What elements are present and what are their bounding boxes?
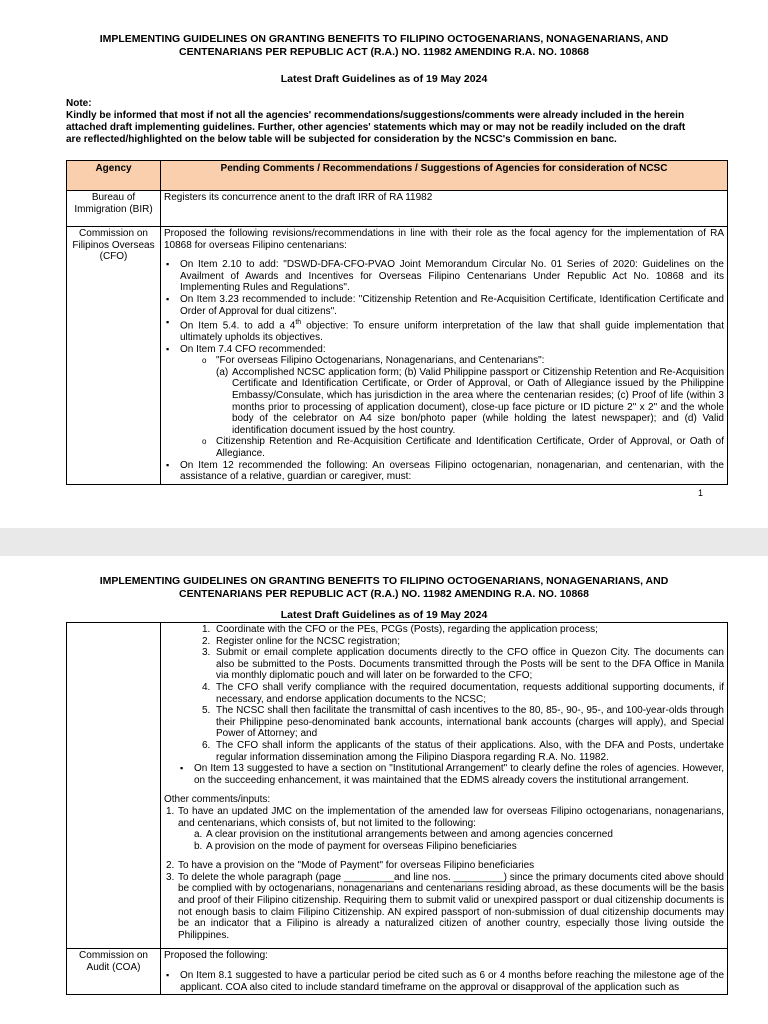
comment-cell [161, 949, 728, 995]
comment-cell [161, 227, 728, 485]
comment-cell [161, 623, 728, 949]
step-text: Submit or email complete application documents directly to the CFO office in Quezon City. The documents can also be submitted to the Posts. Documents transmitted through the Posts will be sent to the DFA Office in Manila via monthly diplomatic pouch and will later on be forwarded to the CFO; [216, 647, 724, 682]
step-text: The CFO shall verify compliance with the required documentation, requests additional supporting documents, if necessary, and endorse application documents to the NCSC; [216, 681, 724, 705]
list-item [180, 317, 724, 344]
document-subtitle: Latest Draft Guidelines as of 19 May 2024 [280, 73, 488, 85]
list-item: b. A provision on the mode of payment for overseas Filipino beneficiaries [194, 840, 517, 852]
list-item: 2. To have a provision on the "Mode of Payment" for overseas Filipino beneficiaries [166, 860, 535, 872]
agency-cell: Bureau of Immigration (BIR) [67, 191, 161, 227]
note-label: Note: [66, 98, 92, 109]
document-subtitle: Latest Draft Guidelines as of 19 May 2024 [280, 609, 488, 621]
item-7-4-sublist [180, 355, 724, 459]
other-3-text: To delete the whole paragraph (page _________and line nos. _________) since the primary documents cited above should be complied with by octogenarians, nonagenarians and centenarians residing abroad, as these documents will be the basis and proof of their Filipino citizenship. Requiring them to submit valid or unexpired passport or dual citizenship documents is not enough basis to claim Filipino Citizenship. AN expired passport of non-submission of dual citizenship documents may be an indicator that a Filipino is already a naturalized citizen of another country, especially those living outside the Philippines. [178, 871, 724, 941]
list-item: ▪ On Item 3.23 recommended to include: "Citizenship Retention and Re-Acquisition Certificate, Identification Certificate and Order of Approval for dual citizens". [180, 294, 724, 317]
table-row [67, 191, 728, 227]
list-item: ▪ On Item 13 suggested to have a section on "Institutional Arrangement" to clearly define the roles of agencies. However, on the succeeding enhancement, it was maintained that the EDMS already covers the institutional arrangement. [194, 763, 724, 786]
sub-item-a [216, 367, 724, 437]
document-title [0, 556, 768, 601]
coa-intro: Proposed the following: [164, 950, 268, 962]
table-row [67, 623, 728, 949]
step-number: 6. [202, 739, 211, 751]
agency-cell-empty [67, 623, 161, 949]
comments-table [66, 160, 728, 485]
title-line-1: IMPLEMENTING GUIDELINES ON GRANTING BENEFITS TO FILIPINO OCTOGENARIANS, NONAGENARIANS, AND [99, 33, 669, 45]
step-text: Coordinate with the CFO or the PEs, PCGs (Posts), regarding the application process; [216, 624, 598, 635]
list-item [202, 705, 724, 740]
other-comments-label: Other comments/inputs: [164, 794, 271, 806]
coa-item-list [164, 970, 724, 993]
document-page-2 [0, 556, 768, 1024]
cfo-item-list-2 [164, 763, 724, 786]
cfo-item-list [164, 259, 724, 483]
comments-column-header: Pending Comments / Recommendations / Suggestions of Agencies for consideration of NCSC [161, 161, 728, 191]
list-item [216, 355, 724, 436]
title-line-2: CENTENARIANS PER REPUBLIC ACT (R.A.) NO. 11982 AMENDING R.A. NO. 10868 [179, 588, 589, 600]
page-gap [0, 528, 768, 556]
sub-item-a-text: Accomplished NCSC application form; (b) Valid Philippine passport or Citizenship Retention and Re-Acquisition Certificate and Identification Certificate, or Order of Approval, or Oath of Allegiance issued by the Philippine Embassy/Consulate, which has jurisdiction in the area where the centenarian resides; (c) Proof of life (within 3 months prior to processing of application document), close-up face picture or ID picture 2" x 2" and the whole body of the celebrator on A4 size bon/photo paper (while holding the latest newspaper); and (d) Valid identification document issued by the host country. [232, 366, 724, 436]
agency-cell: Commission on Filipinos Overseas (CFO) [67, 227, 161, 485]
list-item: 3. To delete the whole paragraph (page _________and line nos. _________) since the primary documents cited above should be complied with by octogenarians, nonagenarians and centenarians residing abroad, as these documents will be the basis and proof of their Filipino citizenship. Requiring them to submit valid or unexpired passport or dual citizenship documents is not enough basis to claim Filipino Citizenship. AN expired passport of non-submission of dual citizenship documents may be an indicator that a Filipino is already a naturalized citizen of another country, especially those living outside the Philippines. [166, 871, 724, 941]
item-5-4-text: On Item 5.4. to add a 4 [180, 320, 296, 332]
sub-item-a-label: (a) [216, 366, 229, 378]
title-line-2: CENTENARIANS PER REPUBLIC ACT (R.A.) NO. 11982 AMENDING R.A. NO. 10868 [179, 46, 589, 58]
superscript: th [295, 319, 302, 327]
list-item: ▪ On Item 2.10 to add: "DSWD-DFA-CFO-PVAO Joint Memorandum Circular No. 01 Series of 2020: Guidelines on the Availment of Awards and Incentives for Overseas Filipino Centenarians Under Republic Act No. 10868 and its Implementing Rules and Regulations". [180, 259, 724, 294]
step-text: Register online for the NCSC registration; [216, 635, 400, 647]
other-1a-text: A clear provision on the institutional arrangements between and among agencies concerned [206, 829, 613, 841]
other-1-sublist [178, 829, 724, 852]
item-5-4-text-end: objective: To ensure uniform interpretation of the law that shall guide implementation that ultimately upholds its objectives. [180, 320, 724, 344]
list-item: a. A clear provision on the institutional arrangements between and among agencies concerned [194, 829, 613, 841]
step-number: 3. [202, 647, 211, 659]
title-line-1: IMPLEMENTING GUIDELINES ON GRANTING BENEFITS TO FILIPINO OCTOGENARIANS, NONAGENARIANS, AND [99, 575, 669, 587]
step-number: 5. [202, 705, 211, 717]
document-title [0, 0, 768, 59]
other-2-text: To have a provision on the "Mode of Payment" for overseas Filipino beneficiaries [178, 860, 535, 872]
page-number: 1 [697, 488, 703, 498]
step-number: 2. [202, 635, 211, 647]
list-item: o Citizenship Retention and Re-Acquisition Certificate and Identification Certificate, Order of Approval, or Oath of Allegiance. [216, 436, 724, 459]
item-12-steps [164, 624, 724, 763]
table-header-row [67, 161, 728, 191]
list-item [202, 624, 724, 636]
list-item [202, 647, 724, 682]
item-7-4-text: On Item 7.4 CFO recommended: [180, 343, 326, 355]
other-comments-list [164, 806, 724, 942]
list-item [202, 739, 724, 763]
list-item [180, 344, 724, 460]
list-item: ▪ On Item 8.1 suggested to have a particular period be cited such as 6 or 4 months before reaching the milestone age of the applicant. COA also cited to include standard timeframe on the approval or disapproval of the application such as [180, 970, 724, 993]
note-section [66, 98, 702, 146]
note-text: Kindly be informed that most if not all the agencies' recommendations/suggestions/comments were already included in the herein attached draft implementing guidelines. Further, other agencies' statements which may or may not be readily included on the draft are reflected/highlighted on the below table will be subjected for consideration by the NCSC's Commission en banc. [66, 110, 686, 145]
comments-table-continued [66, 622, 728, 995]
step-text: The NCSC shall then facilitate the transmittal of cash incentives to the 80, 85-, 90-, 95-, and 100-year-olds through their Philippine peso-denominated bank accounts, international bank accounts (charges will apply), and Special Power of Attorney; and [216, 705, 724, 740]
table-row [67, 227, 728, 485]
list-item [202, 681, 724, 705]
step-number: 1. [202, 624, 211, 635]
list-item [202, 635, 724, 648]
agency-column-header: Agency [67, 161, 161, 191]
step-number: 4. [202, 681, 211, 693]
list-item: ▪ On Item 12 recommended the following: An overseas Filipino octogenarian, nonagenarian, and centenarian, with the assistance of a relative, guardian or caregiver, must: [180, 460, 724, 483]
agency-cell: Commission on Audit (COA) [67, 949, 161, 995]
other-1b-text: A provision on the mode of payment for overseas Filipino beneficiaries [206, 840, 517, 852]
step-text: The CFO shall inform the applicants of the status of their applications. Also, with the DFA and Posts, undertake regular information dissemination among the Filipino Diaspora regarding R.A. No. 11982. [216, 739, 724, 763]
list-item: 1. To have an updated JMC on the implementation of the amended law for overseas Filipino octogenarians, nonagenarians, and centenarians, which consists of, but not limited to the following: a. A clear provision on the institutional arrangements between and among agencies concerned b. A provision on the mode of payment for overseas Filipino beneficiaries [166, 805, 724, 852]
comment-cell: Registers its concurrence anent to the draft IRR of RA 11982 [161, 191, 728, 227]
cfo-intro: Proposed the following revisions/recommendations in line with their role as the focal agency for the implementation of RA 10868 for overseas Filipino centenarians: [164, 228, 724, 251]
sub-heading: o "For overseas Filipino Octogenarians, Nonagenarians, and Centenarians": [216, 355, 545, 367]
other-1-text: To have an updated JMC on the implementation of the amended law for overseas Filipino octogenarians, nonagenarians, and centenarians, which consists of, but not limited to the following: [178, 805, 724, 829]
table-row [67, 949, 728, 995]
